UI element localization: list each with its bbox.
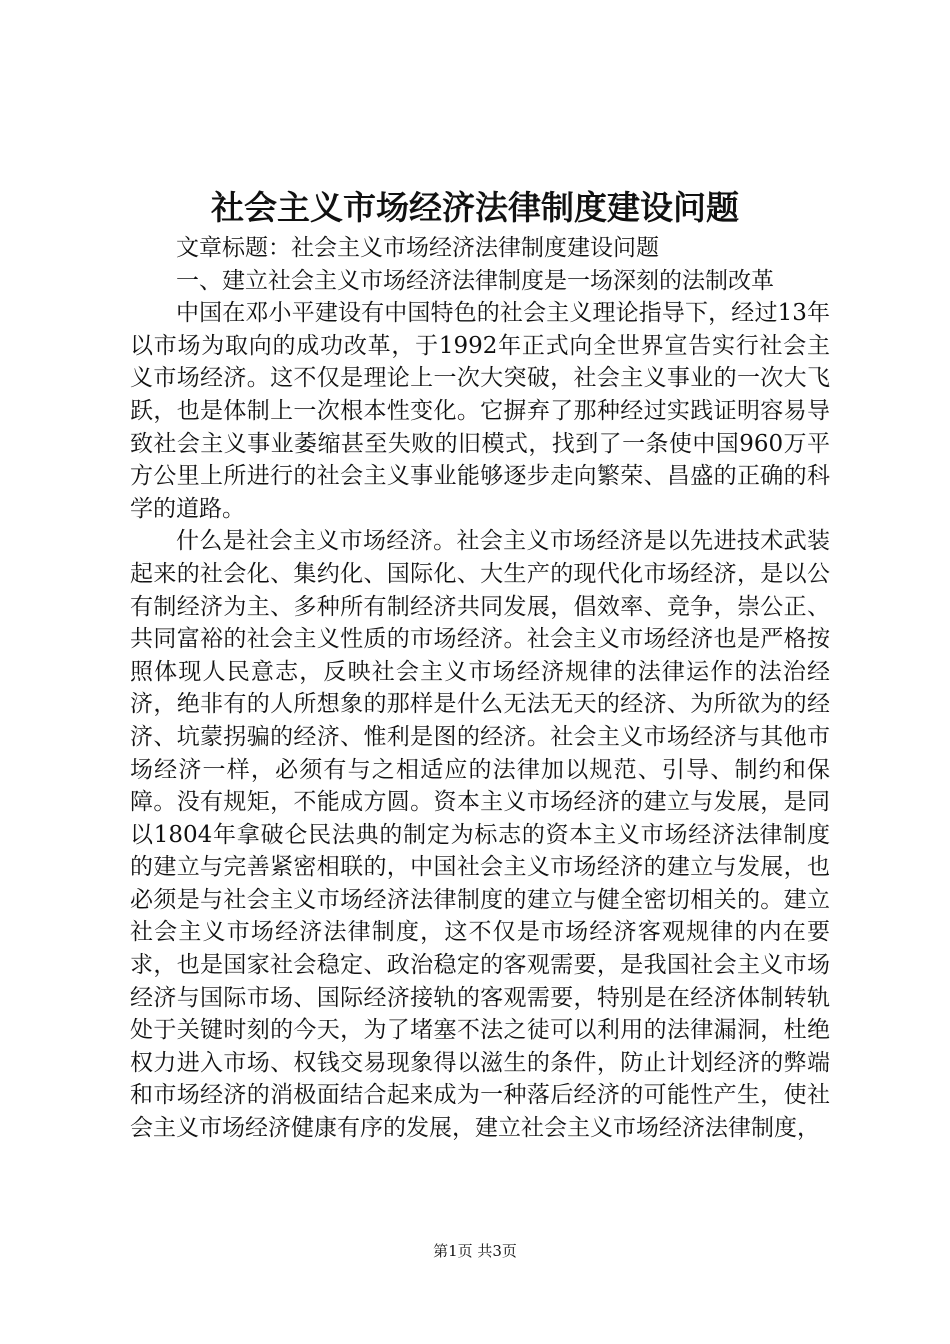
article-title-line: 文章标题：社会主义市场经济法律制度建设问题 — [176, 235, 659, 261]
body-paragraph: 什么是社会主义市场经济。社会主义市场经济是以先进技术武装起来的社会化、集约化、国际化、大生产的现代化市场经济，是以公有制经济为主、多种所有制经济共同发展，倡效率、竞争，崇公正、共同富裕的社会主义性质的市场经济。社会主义市场经济也是严格按照体现人民意志，反映社会主义市场经济规律的法律运作的法治经济，绝非有的人所想象的那样是什么无法无天的经济、为所欲为的经济、坑蒙拐骗的经济、惟利是图的经济。社会主义市场经济与其他市场经济一样，必须有与之相适应的法律加以规范、引导、制约和保障。没有规矩，不能成方圆。资本主义市场经济的建立与发展，是同以1804年拿破仑民法典的制定为标志的资本主义市场经济法律制度的建立与完善紧密相联的，中国社会主义市场经济的建立与发展，也必须是与社会主义市场经济法律制度的建立与健全密切相关的。建立社会主义市场经济法律制度，这不仅是市场经济客观规律的内在要求，也是国家社会稳定、政治稳定的客观需要，是我国社会主义市场经济与国际市场、国际经济接轨的客观需要，特别是在经济体制转轨处于关键时刻的今天，为了堵塞不法之徒可以利用的法律漏洞，杜绝权力进入市场、权钱交易现象得以滋生的条件，防止计划经济的弊端和市场经济的消极面结合起来成为一种落后经济的可能性产生，使社会主义市场经济健康有序的发展，建立社会主义市场经济法律制度， — [130, 528, 830, 1142]
body-paragraph: 中国在邓小平建设有中国特色的社会主义理论指导下，经过13年以市场为取向的成功改革，于1992年正式向全世界宣告实行社会主义市场经济。这不仅是理论上一次大突破，社会主义事业的一次大飞跃，也是体制上一次根本性变化。它摒弃了那种经过实践证明容易导致社会主义事业萎缩甚至失败的旧模式，找到了一条使中国960万平方公里上所进行的社会主义事业能够逐步走向繁荣、昌盛的正确的科学的道路。 — [130, 300, 830, 522]
page-number: 第1页 共3页 — [433, 1242, 517, 1260]
document-title: 社会主义市场经济法律制度建设问题 — [211, 188, 739, 227]
document-body — [130, 232, 830, 1145]
section-heading: 一、建立社会主义市场经济法律制度是一场深刻的法制改革 — [176, 267, 774, 294]
